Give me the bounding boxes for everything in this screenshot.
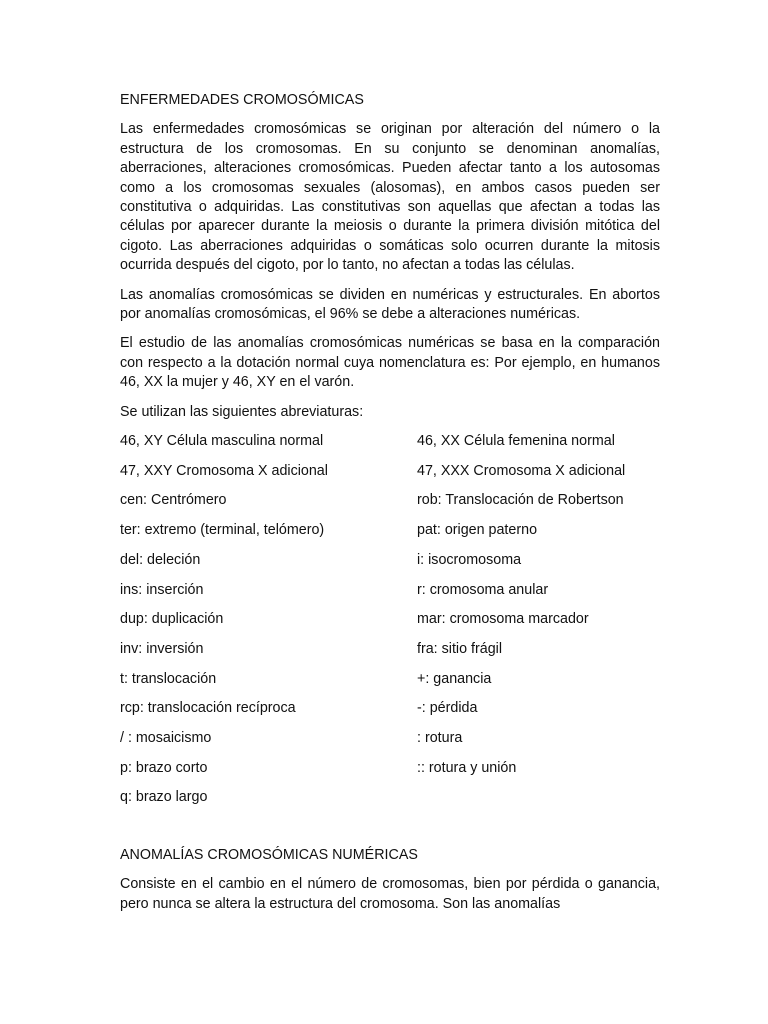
- paragraph-numerical-definition: Consiste en el cambio en el número de cromosomas, bien por pérdida o ganancia, pero nunca se altera la estructura del cromosoma. Son las anomalías: [120, 876, 660, 912]
- abbreviation-right: 46, XX Célula femenina normal: [417, 433, 615, 450]
- abbreviation-row: [120, 729, 660, 759]
- abbreviation-row: [120, 699, 660, 729]
- abbreviation-right: r: cromosoma anular: [417, 581, 549, 598]
- abbreviation-right: rob: Translocación de Robertson: [417, 492, 624, 509]
- abbreviation-row: [120, 759, 660, 789]
- abbreviation-left: p: brazo corto: [120, 759, 208, 776]
- abbreviation-right: pat: origen paterno: [417, 522, 538, 539]
- abbreviation-left: 47, XXY Cromosoma X adicional: [120, 462, 328, 479]
- paragraph-nomenclature: El estudio de las anomalías cromosómicas numéricas se basa en la comparación con respecto a la dotación normal cuya nomenclatura es: Por ejemplo, en humanos 46, XX la mujer y 46, XY en el varón.: [120, 335, 660, 391]
- abbreviations-intro: Se utilizan las siguientes abreviaturas:: [120, 403, 364, 420]
- abbreviation-right: : rotura: [417, 729, 463, 746]
- abbreviation-right: -: pérdida: [417, 700, 478, 717]
- abbreviation-left: 46, XY Célula masculina normal: [120, 433, 324, 450]
- paragraph-intro: Las enfermedades cromosómicas se originan por alteración del número o la estructura de los cromosomas. En su conjunto se denominan anomalías, aberraciones, alteraciones cromosómicas. Pueden afectar tanto a los autosomas como a los cromosomas sexuales (alosomas), en ambos casos pueden ser constitutiva o adquiridas. Las constitutivas son aquellas que afectan a todas las células por aparecer durante la meiosis o durante la primera división mitótica del cigoto. Las aberraciones adquiridas o somáticas solo ocurren durante la mitosis ocurrida después del cigoto, por lo tanto, no afectan a todas las células.: [120, 121, 660, 274]
- abbreviation-left: rcp: translocación recíproca: [120, 700, 296, 717]
- abbreviations-table: [120, 432, 660, 818]
- paragraph-classification: Las anomalías cromosómicas se dividen en numéricas y estructurales. En abortos por anomalías cromosómicas, el 96% se debe a alteraciones numéricas.: [120, 286, 660, 323]
- section-heading: ENFERMEDADES CROMOSÓMICAS: [120, 92, 364, 108]
- section-heading: ANOMALÍAS CROMOSÓMICAS NUMÉRICAS: [120, 847, 418, 863]
- abbreviation-right: fra: sitio frágil: [417, 640, 503, 657]
- abbreviation-left: del: deleción: [120, 551, 201, 568]
- abbreviation-left: q: brazo largo: [120, 789, 208, 806]
- abbreviation-row: [120, 491, 660, 521]
- abbreviation-row: [120, 610, 660, 640]
- abbreviation-row: [120, 521, 660, 551]
- abbreviation-left: ins: inserción: [120, 581, 204, 598]
- abbreviation-right: :: rotura y unión: [417, 759, 517, 776]
- abbreviation-row: [120, 640, 660, 670]
- abbreviation-right: mar: cromosoma marcador: [417, 611, 589, 628]
- abbreviation-left: dup: duplicación: [120, 611, 224, 628]
- abbreviation-left: inv: inversión: [120, 640, 204, 657]
- abbreviation-left: t: translocación: [120, 670, 217, 687]
- abbreviation-row: [120, 462, 660, 492]
- abbreviation-right: +: ganancia: [417, 670, 492, 687]
- abbreviation-left: / : mosaicismo: [120, 729, 212, 746]
- section-numerical-anomalies: [120, 846, 660, 914]
- abbreviation-right: 47, XXX Cromosoma X adicional: [417, 462, 626, 479]
- abbreviation-row: [120, 581, 660, 611]
- abbreviation-left: ter: extremo (terminal, telómero): [120, 522, 325, 539]
- section-chromosomal-diseases: [120, 91, 660, 818]
- abbreviation-row: [120, 432, 660, 462]
- abbreviation-row: [120, 551, 660, 581]
- abbreviation-row: [120, 670, 660, 700]
- abbreviation-left: cen: Centrómero: [120, 492, 227, 509]
- abbreviation-row: [120, 788, 660, 818]
- abbreviation-right: i: isocromosoma: [417, 551, 522, 568]
